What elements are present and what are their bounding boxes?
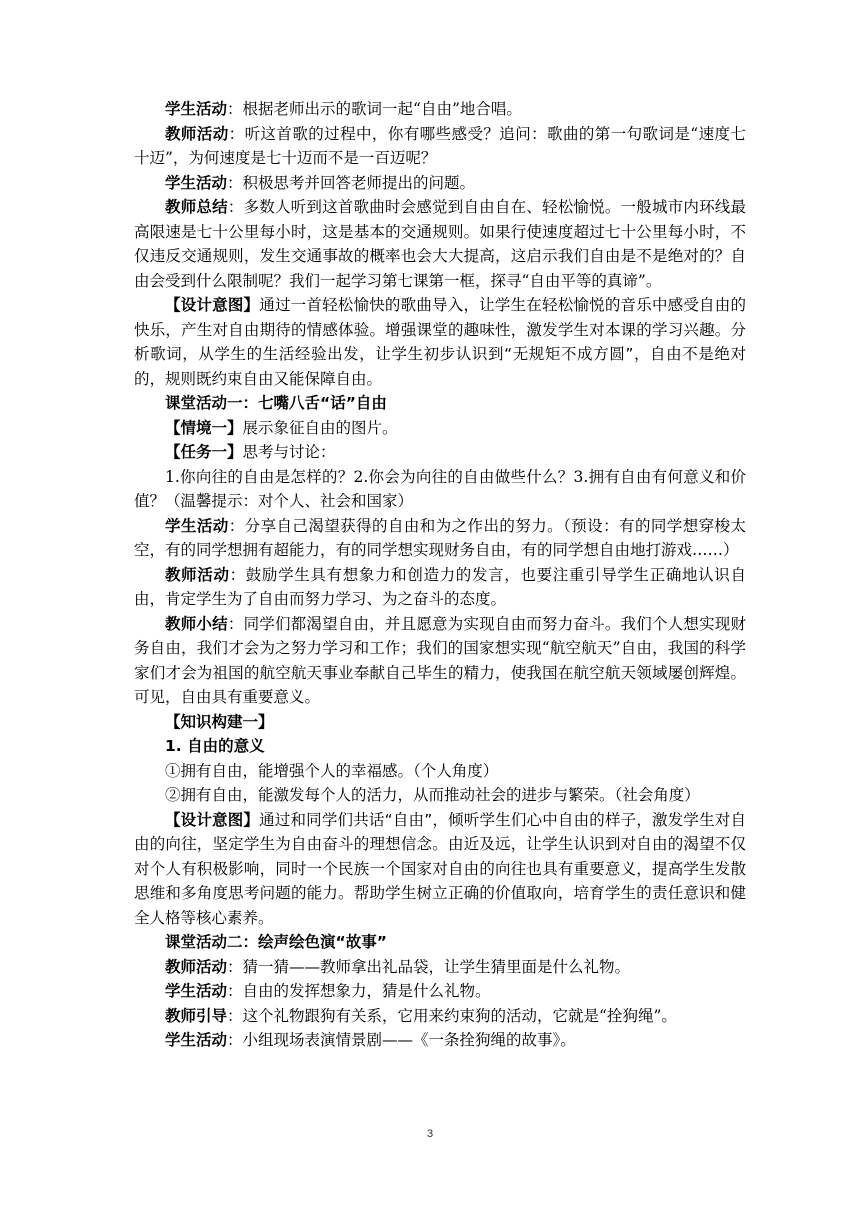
paragraph-text: 同学们都渴望自由，并且愿意为实现自由而努力奋斗。我们个人想实现财务自由，我们才会为之努力学习和工作；我们的国家想实现“航空航天”自由，我国的科学家们才会为祖国的航空航天事业奉献自己毕生的精力，使我国在航空航天领域屡创辉煌。可见，自由具有重要意义。 [134, 614, 746, 706]
paragraph [134, 1004, 746, 1029]
paragraph-text: 根据老师出示的歌词一起“自由”地合唱。 [242, 100, 522, 118]
paragraph-text: 展示象征自由的图片。 [242, 418, 398, 437]
label-separator: ： [227, 1006, 243, 1025]
paragraph [134, 955, 746, 980]
paragraph-label: 教师引导 [165, 1006, 228, 1025]
label-separator: ： [229, 565, 246, 584]
paragraph [134, 514, 746, 563]
paragraph-text: ①拥有自由，能增强个人的幸福感。（个人角度） [165, 761, 499, 780]
paragraph-label: 教师活动 [165, 565, 230, 584]
knowledge-heading [134, 710, 746, 735]
paragraph-text: 通过一首轻松愉快的歌曲导入，让学生在轻松愉悦的音乐中感受自由的快乐，产生对自由期待的情感体验。增强课堂的趣味性，激发学生对本课的学习兴趣。分析歌词，从学生的生活经验出发，让学生初步认识到“无规矩不成方圆”，自由不是绝对的，规则既约束自由又能保障自由。 [134, 296, 746, 388]
paragraph-text: 思考与讨论： [242, 443, 336, 461]
paragraph-text: 多数人听到这首歌曲时会感觉到自由自在、轻松愉悦。一般城市内环线最高限速是七十公里每小时，这是基本的交通规则。如果行使速度超过七十公里每小时，不仅违反交通规则，发生交通事故的概率也会大大提高，这启示我们自由是不是绝对的？自由会受到什么限制呢？我们一起学习第七课第一框，探寻“自由平等的真谛”。 [134, 198, 746, 290]
paragraph-text: 积极思考并回答老师提出的问题。 [242, 173, 476, 192]
section-heading-text: 课堂活动二：绘声绘色演“故事” [165, 933, 387, 951]
paragraph [134, 563, 746, 612]
paragraph [134, 195, 746, 293]
label-separator: ： [228, 124, 245, 143]
section-heading-text: 课堂活动一：七嘴八舌“话”自由 [165, 394, 387, 412]
design-intent-paragraph [134, 293, 746, 391]
label-separator: ： [227, 1031, 243, 1049]
design-intent-paragraph [134, 808, 746, 931]
label-separator: ： [227, 982, 243, 1000]
list-item [134, 783, 746, 808]
paragraph-label: 【情境一】 [165, 418, 243, 437]
knowledge-heading-text: 【知识构建一】 [165, 712, 274, 731]
label-separator: ： [227, 614, 244, 633]
design-intent-label: 【设计意图】 [165, 810, 260, 829]
label-separator: ： [227, 173, 243, 192]
paragraph-text: 1.你向往的自由是怎样的？2.你会为向往的自由做些什么？3.拥有自由有何意义和价值？（温馨提示：对个人、社会和国家） [134, 467, 746, 510]
paragraph-label: 教师活动 [165, 957, 228, 976]
section-heading [134, 391, 746, 416]
design-intent-label: 【设计意图】 [165, 296, 260, 314]
subheading-text: 1. 自由的意义 [165, 737, 265, 755]
question-list-paragraph [134, 465, 746, 514]
label-separator: ： [228, 516, 245, 535]
page-content [134, 97, 746, 1053]
paragraph-text: ②拥有自由，能激发每个人的活力，从而推动社会的进步与繁荣。（社会角度） [165, 786, 700, 804]
paragraph-text: 这个礼物跟狗有关系，它用来约束狗的活动，它就是“拴狗绳”。 [242, 1006, 677, 1025]
subheading [134, 734, 746, 759]
label-separator: ： [227, 957, 243, 976]
paragraph [134, 612, 746, 710]
paragraph [134, 97, 746, 122]
paragraph-label: 教师活动 [165, 124, 229, 143]
paragraph [134, 979, 746, 1004]
paragraph-label: 学生活动 [165, 982, 228, 1000]
label-separator: ： [227, 100, 243, 118]
paragraph-label: 学生活动 [165, 100, 228, 118]
paragraph-label: 学生活动 [165, 516, 229, 535]
paragraph-text: 猜一猜——教师拿出礼品袋，让学生猜里面是什么礼物。 [242, 957, 631, 976]
paragraph-text: 自由的发挥想象力，猜是什么礼物。 [242, 982, 491, 1000]
paragraph-text: 分享自己渴望获得的自由和为之作出的努力。（预设：有的同学想穿梭太空，有的同学想拥有超能力，有的同学想实现财务自由，有的同学想自由地打游戏……） [134, 516, 746, 559]
paragraph [134, 122, 746, 171]
paragraph-label: 学生活动 [165, 1031, 228, 1049]
paragraph-text: 听这首歌的过程中，你有哪些感受？追问：歌曲的第一句歌词是“速度七十迈”，为何速度是七十迈而不是一百迈呢？ [134, 124, 746, 167]
paragraph-label: 教师小结 [165, 614, 228, 633]
paragraph-label: 【任务一】 [165, 443, 243, 461]
label-separator: ： [227, 198, 244, 216]
paragraph-label: 学生活动 [165, 173, 228, 192]
paragraph [134, 1028, 746, 1053]
paragraph-text: 小组现场表演情景剧——《一条拴狗绳的故事》。 [242, 1031, 576, 1049]
list-item [134, 759, 746, 784]
paragraph [134, 416, 746, 441]
paragraph [134, 171, 746, 196]
paragraph-label: 教师总结 [165, 198, 228, 216]
page-number: 3 [426, 1128, 434, 1140]
section-heading [134, 930, 746, 955]
paragraph-text: 通过和同学们共话“自由”，倾听学生们心中自由的样子，激发学生对自由的向往，坚定学生为自由奋斗的理想信念。由近及远，让学生认识到对自由的渴望不仅对个人有积极影响，同时一个民族一个国家对自由的向往也具有重要意义，提高学生发散思维和多角度思考问题的能力。帮助学生树立正确的价值取向，培育学生的责任意识和健全人格等核心素养。 [134, 810, 746, 927]
paragraph-text: 鼓励学生具有想象力和创造力的发言，也要注重引导学生正确地认识自由，肯定学生为了自由而努力学习、为之奋斗的态度。 [134, 565, 746, 608]
paragraph [134, 440, 746, 465]
